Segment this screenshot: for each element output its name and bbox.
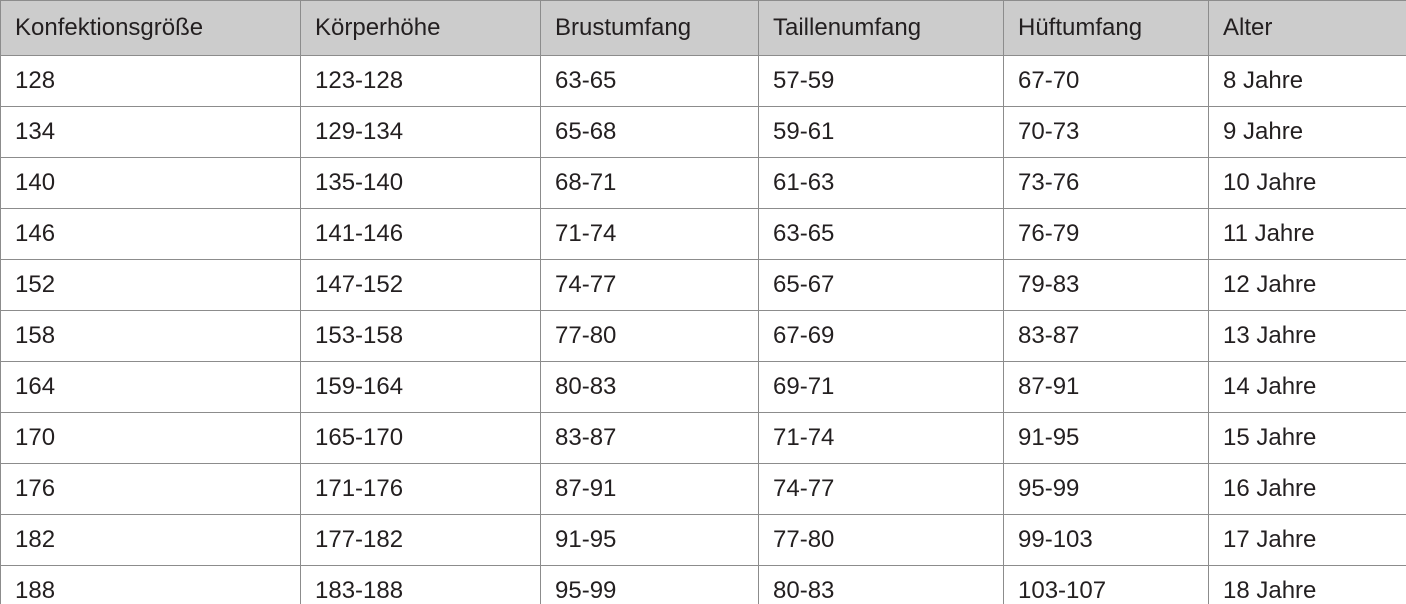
cell-hueftumfang: 103-107	[1004, 566, 1209, 604]
table-row	[1, 515, 1406, 566]
cell-brustumfang: 68-71	[541, 158, 759, 209]
cell-taillenumfang: 59-61	[759, 107, 1004, 158]
cell-hueftumfang: 73-76	[1004, 158, 1209, 209]
cell-brustumfang: 77-80	[541, 311, 759, 362]
cell-hueftumfang: 91-95	[1004, 413, 1209, 464]
cell-alter: 9 Jahre	[1209, 107, 1406, 158]
column-header-konfektionsgroesse: Konfektionsgröße	[1, 1, 301, 56]
table-row	[1, 209, 1406, 260]
cell-alter: 11 Jahre	[1209, 209, 1406, 260]
cell-taillenumfang: 77-80	[759, 515, 1004, 566]
column-header-alter: Alter	[1209, 1, 1406, 56]
cell-brustumfang: 91-95	[541, 515, 759, 566]
table-row	[1, 260, 1406, 311]
cell-koerperhoehe: 165-170	[301, 413, 541, 464]
cell-alter: 15 Jahre	[1209, 413, 1406, 464]
cell-konfektionsgroesse: 164	[1, 362, 301, 413]
table-row	[1, 107, 1406, 158]
table-header	[1, 1, 1406, 56]
cell-koerperhoehe: 135-140	[301, 158, 541, 209]
cell-taillenumfang: 80-83	[759, 566, 1004, 604]
cell-koerperhoehe: 171-176	[301, 464, 541, 515]
cell-alter: 12 Jahre	[1209, 260, 1406, 311]
cell-taillenumfang: 71-74	[759, 413, 1004, 464]
cell-koerperhoehe: 147-152	[301, 260, 541, 311]
cell-hueftumfang: 83-87	[1004, 311, 1209, 362]
cell-konfektionsgroesse: 146	[1, 209, 301, 260]
column-header-brustumfang: Brustumfang	[541, 1, 759, 56]
cell-brustumfang: 87-91	[541, 464, 759, 515]
cell-hueftumfang: 95-99	[1004, 464, 1209, 515]
cell-konfektionsgroesse: 158	[1, 311, 301, 362]
table-row	[1, 566, 1406, 604]
cell-brustumfang: 80-83	[541, 362, 759, 413]
cell-taillenumfang: 61-63	[759, 158, 1004, 209]
cell-brustumfang: 63-65	[541, 56, 759, 107]
column-header-koerperhoehe: Körperhöhe	[301, 1, 541, 56]
column-header-taillenumfang: Taillenumfang	[759, 1, 1004, 56]
cell-konfektionsgroesse: 182	[1, 515, 301, 566]
cell-taillenumfang: 65-67	[759, 260, 1004, 311]
cell-konfektionsgroesse: 152	[1, 260, 301, 311]
table-row	[1, 362, 1406, 413]
cell-hueftumfang: 99-103	[1004, 515, 1209, 566]
cell-hueftumfang: 70-73	[1004, 107, 1209, 158]
cell-alter: 8 Jahre	[1209, 56, 1406, 107]
cell-konfektionsgroesse: 134	[1, 107, 301, 158]
cell-koerperhoehe: 153-158	[301, 311, 541, 362]
cell-brustumfang: 65-68	[541, 107, 759, 158]
cell-brustumfang: 71-74	[541, 209, 759, 260]
table-header-row	[1, 1, 1406, 56]
cell-koerperhoehe: 129-134	[301, 107, 541, 158]
cell-konfektionsgroesse: 176	[1, 464, 301, 515]
table-row	[1, 311, 1406, 362]
cell-konfektionsgroesse: 188	[1, 566, 301, 604]
cell-hueftumfang: 87-91	[1004, 362, 1209, 413]
cell-koerperhoehe: 159-164	[301, 362, 541, 413]
cell-alter: 17 Jahre	[1209, 515, 1406, 566]
table-row	[1, 56, 1406, 107]
table-body	[1, 56, 1406, 604]
cell-koerperhoehe: 177-182	[301, 515, 541, 566]
cell-brustumfang: 95-99	[541, 566, 759, 604]
cell-koerperhoehe: 183-188	[301, 566, 541, 604]
cell-brustumfang: 83-87	[541, 413, 759, 464]
cell-koerperhoehe: 123-128	[301, 56, 541, 107]
cell-brustumfang: 74-77	[541, 260, 759, 311]
cell-alter: 18 Jahre	[1209, 566, 1406, 604]
cell-alter: 16 Jahre	[1209, 464, 1406, 515]
column-header-hueftumfang: Hüftumfang	[1004, 1, 1209, 56]
cell-hueftumfang: 79-83	[1004, 260, 1209, 311]
cell-konfektionsgroesse: 170	[1, 413, 301, 464]
cell-konfektionsgroesse: 140	[1, 158, 301, 209]
cell-alter: 14 Jahre	[1209, 362, 1406, 413]
table-row	[1, 464, 1406, 515]
cell-konfektionsgroesse: 128	[1, 56, 301, 107]
cell-alter: 10 Jahre	[1209, 158, 1406, 209]
cell-taillenumfang: 67-69	[759, 311, 1004, 362]
cell-hueftumfang: 67-70	[1004, 56, 1209, 107]
cell-taillenumfang: 63-65	[759, 209, 1004, 260]
table-row	[1, 158, 1406, 209]
cell-alter: 13 Jahre	[1209, 311, 1406, 362]
cell-taillenumfang: 57-59	[759, 56, 1004, 107]
cell-hueftumfang: 76-79	[1004, 209, 1209, 260]
cell-taillenumfang: 74-77	[759, 464, 1004, 515]
cell-taillenumfang: 69-71	[759, 362, 1004, 413]
table-row	[1, 413, 1406, 464]
cell-koerperhoehe: 141-146	[301, 209, 541, 260]
